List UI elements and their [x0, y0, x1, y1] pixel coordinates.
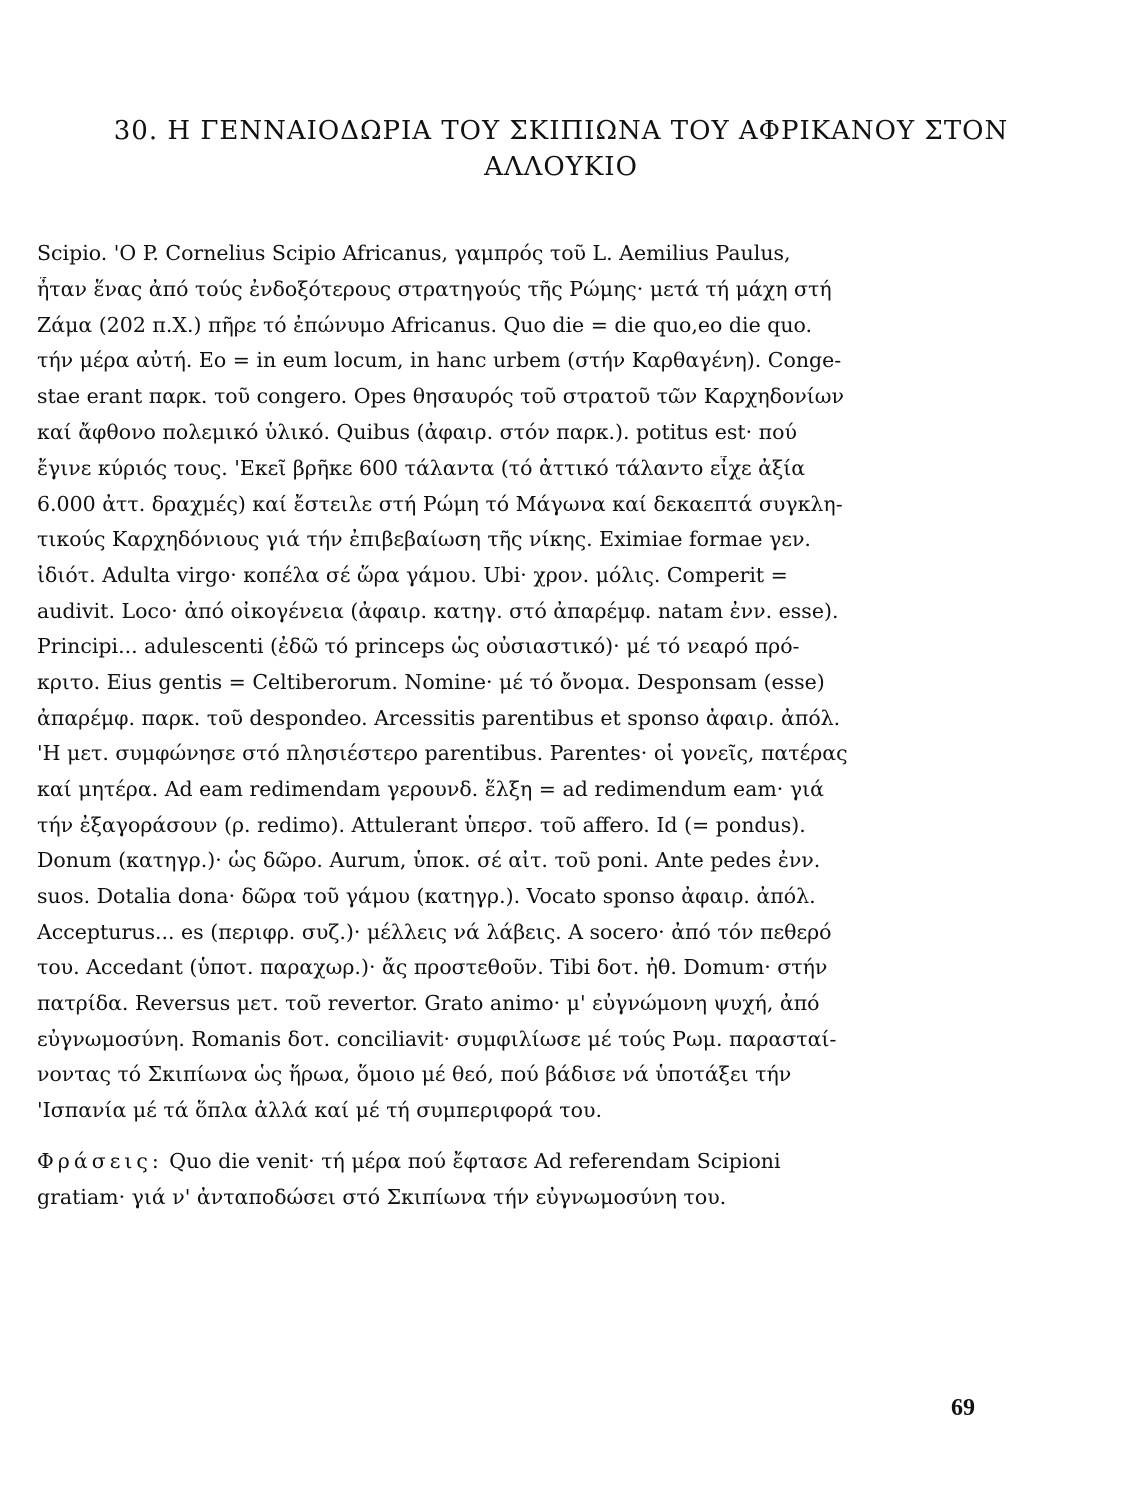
- commentary-line: audivit. Loco· ἀπό οἰκογένεια (ἀφαιρ. κατηγ. στό ἀπαρέμφ. natam ἐνν. esse).: [37, 599, 839, 623]
- commentary-line: τήν μέρα αὐτή. Eo = in eum locum, in hanc urbem (στήν Καρθαγένη). Conge-: [37, 348, 842, 372]
- commentary-line: ἰδιότ. Adulta virgo· κοπέλα σέ ὥρα γάμου. Ubi· χρον. μόλις. Comperit =: [37, 563, 788, 587]
- chapter-title-line-2: ΑΛΛΟΥΚΙΟ: [484, 152, 638, 182]
- commentary-line: τήν ἐξαγοράσουν (ρ. redimo). Attulerant ὑπερσ. τοῦ affero. Id (= pondus).: [37, 813, 806, 837]
- commentary-line: Donum (κατηγρ.)· ὡς δῶρο. Aurum, ὑποκ. σέ αἰτ. τοῦ poni. Ante pedes ἐνν.: [37, 848, 821, 872]
- commentary-line: 'Η μετ. συμφώνησε στό πλησιέστερο parentibus. Parentes· οἱ γονεῖς, πατέρας: [37, 741, 848, 765]
- commentary-line: Accepturus... es (περιφρ. συζ.)· μέλλεις νά λάβεις. A socero· ἀπό τόν πεθερό: [37, 920, 832, 944]
- commentary-line: ἦταν ἕνας ἀπό τούς ἐνδοξότερους στρατηγούς τῆς Ρώμης· μετά τή μάχη στή: [37, 277, 832, 301]
- commentary-line: ἀπαρέμφ. παρκ. τοῦ despondeo. Arcessitis parentibus et sponso ἀφαιρ. ἀπόλ.: [37, 706, 841, 730]
- chapter-title-line-1: 30. Η ΓΕΝΝΑΙΟΔΩΡΙΑ ΤΟΥ ΣΚΙΠΙΩΝΑ ΤΟΥ ΑΦΡΙΚΑΝΟΥ ΣΤΟΝ: [113, 116, 1009, 146]
- commentary-line: τικούς Καρχηδόνιους γιά τήν ἐπιβεβαίωση τῆς νίκης. Eximiae formae γεν.: [37, 527, 811, 551]
- commentary-line: Ζάμα (202 π.Χ.) πῆρε τό ἐπώνυμο Africanus. Quo die = die quo,eo die quo.: [37, 313, 813, 337]
- commentary-line: νοντας τό Σκιπίωνα ὡς ἥρωα, ὅμοιο μέ θεό, πού βάδισε νά ὑποτάξει τήν: [37, 1062, 792, 1086]
- commentary-line: του. Accedant (ὑποτ. παραχωρ.)· ἄς προστεθοῦν. Tibi δοτ. ἠθ. Domum· στήν: [37, 955, 828, 979]
- phrases-line-2: gratiam· γιά ν' ἀνταποδώσει στό Σκιπίωνα τήν εὐγνωμοσύνη του.: [37, 1185, 727, 1209]
- commentary-line: 'Ισπανία μέ τά ὅπλα ἀλλά καί μέ τή συμπεριφορά του.: [37, 1098, 602, 1122]
- page-number: 69: [951, 1395, 975, 1421]
- commentary-line: 6.000 ἀττ. δραχμές) καί ἔστειλε στή Ρώμη τό Μάγωνα καί δεκαεπτά συγκλη-: [37, 492, 843, 516]
- commentary-line: suos. Dotalia dona· δῶρα τοῦ γάμου (κατηγρ.). Vocato sponso ἀφαιρ. ἀπόλ.: [37, 884, 816, 908]
- phrases-text-1: Quo die venit· τή μέρα πού ἔφτασε Ad referendam Scipioni: [169, 1149, 781, 1173]
- commentary-line: πατρίδα. Reversus μετ. τοῦ revertor. Grato animo· μ' εὐγνώμονη ψυχή, ἀπό: [37, 991, 820, 1015]
- commentary-line: εὐγνωμοσύνη. Romanis δοτ. conciliavit· συμφιλίωσε μέ τούς Ρωμ. παρασταί-: [37, 1027, 837, 1051]
- phrases-line-1: [37, 1149, 969, 1173]
- commentary-line: καί ἄφθονο πολεμικό ὑλικό. Quibus (ἀφαιρ. στόν παρκ.). potitus est· πού: [37, 420, 797, 444]
- commentary-line: κριτο. Eius gentis = Celtiberorum. Nomine· μέ τό ὄνομα. Desponsam (esse): [37, 670, 825, 694]
- commentary-line: Scipio. 'Ο P. Cornelius Scipio Africanus, γαμπρός τοῦ L. Aemilius Paulus,: [37, 241, 791, 265]
- commentary-line: Principi... adulescenti (ἐδῶ τό princeps ὡς οὐσιαστικό)· μέ τό νεαρό πρό-: [37, 634, 800, 658]
- commentary-line: ἔγινε κύριός τους. 'Εκεῖ βρῆκε 600 τάλαντα (τό ἀττικό τάλαντο εἶχε ἀξία: [37, 456, 806, 480]
- commentary-line: stae erant παρκ. τοῦ congero. Opes θησαυρός τοῦ στρατοῦ τῶν Καρχηδονίων: [37, 384, 844, 408]
- phrases-label: Φράσεις:: [37, 1149, 163, 1173]
- commentary-line: καί μητέρα. Ad eam redimendam γερουνδ. ἕλξη = ad redimendum eam· γιά: [37, 777, 824, 801]
